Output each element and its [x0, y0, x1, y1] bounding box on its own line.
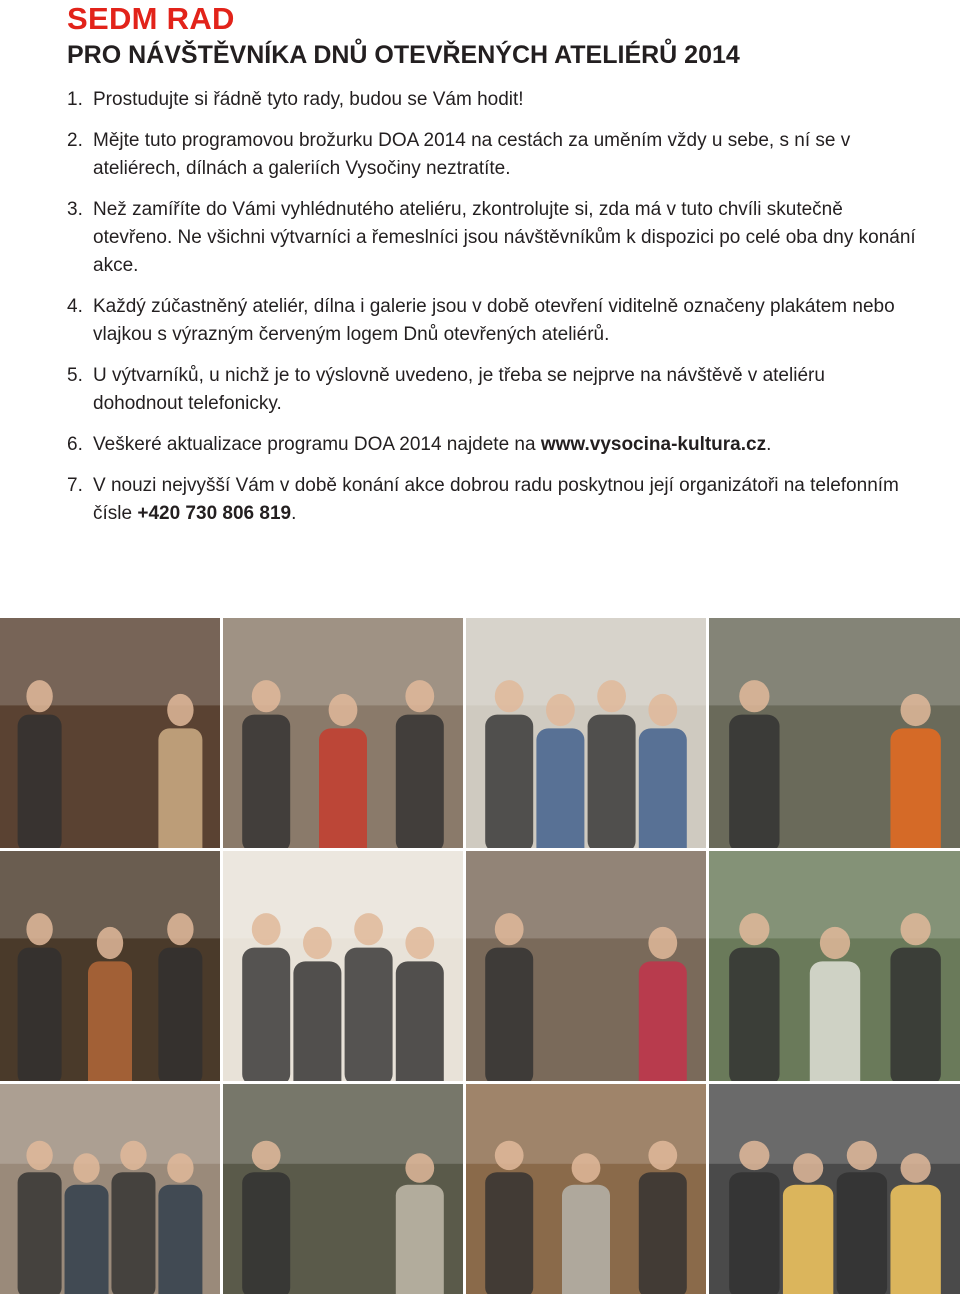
- rules-list: [67, 86, 917, 541]
- phone-number: +420 730 806 819: [137, 503, 292, 524]
- photo-glass-blowing: [709, 618, 960, 848]
- rule-number: 2.: [67, 130, 83, 151]
- rule-number: 5.: [67, 365, 83, 386]
- photo-garden-sculptures: [709, 851, 960, 1081]
- photo-group-visit: [0, 1084, 220, 1294]
- rule-item: [67, 293, 917, 349]
- rule-number: 1.: [67, 89, 83, 110]
- rule-text-end: .: [766, 434, 772, 455]
- rule-text: [93, 472, 917, 528]
- rule-text: [93, 196, 917, 280]
- photo-visitors-gallery: [223, 618, 463, 848]
- rule-item: [67, 127, 917, 183]
- rule-text: [93, 362, 917, 418]
- rule-text-main: Mějte tuto programovou brožurku DOA 2014 na cestách za uměním vždy u sebe, s ní se v ateliérech, dílnách a galeriích Vysočiny neztratíte.: [93, 130, 851, 179]
- rule-text: [93, 127, 917, 183]
- rule-text-end: .: [291, 503, 297, 524]
- rule-number: 4.: [67, 296, 83, 317]
- photo-workshop-tools: [466, 618, 706, 848]
- rule-item: [67, 86, 917, 114]
- photo-exhibition-frames: [223, 851, 463, 1081]
- photo-grinding-wheel: [466, 1084, 706, 1294]
- rule-number: 6.: [67, 434, 83, 455]
- photo-family-at-stall: [0, 618, 220, 848]
- photo-artist-gallery: [223, 1084, 463, 1294]
- rule-text-main: Prostudujte si řádně tyto rady, budou se Vám hodit!: [93, 89, 524, 110]
- rule-item: [67, 431, 917, 459]
- photo-visitors-tea: [466, 851, 706, 1081]
- header: [67, 2, 740, 70]
- website-link[interactable]: www.vysocina-kultura.cz: [540, 434, 767, 455]
- rule-item: [67, 196, 917, 280]
- rule-text-main: Než zamíříte do Vámi vyhlédnutého ateliéru, zkontrolujte si, zda má v tuto chvíli skutečně otevřeno. Ne všichni výtvarníci a řemeslníci jsou návštěvníkům k dispozici po celé oba dny konání akce.: [93, 199, 916, 276]
- rule-text: [93, 293, 917, 349]
- page-title: SEDM RAD: [67, 1, 235, 36]
- photo-window-vases: [0, 851, 220, 1081]
- rule-text: [93, 431, 917, 459]
- rule-item: [67, 472, 917, 528]
- rule-text-main: Každý zúčastněný ateliér, dílna i galerie jsou v době otevření viditelně označeny plakátem nebo vlajkou s výrazným červeným logem Dnů otevřených ateliérů.: [93, 296, 895, 345]
- rule-text: [93, 86, 917, 114]
- page-subtitle: PRO NÁVŠTĚVNÍKA DNŮ OTEVŘENÝCH ATELIÉRŮ 2014: [67, 41, 740, 69]
- photo-blacksmith: [709, 1084, 960, 1294]
- photo-grid: [0, 618, 960, 1295]
- rule-item: [67, 362, 917, 418]
- rule-text-main: V nouzi nejvyšší Vám v době konání akce dobrou radu poskytnou její organizátoři na telefonním čísle: [93, 475, 899, 524]
- rule-text-main: Veškeré aktualizace programu DOA 2014 najdete na: [93, 434, 541, 455]
- rule-text-main: U výtvarníků, u nichž je to výslovně uvedeno, je třeba se nejprve na návštěvě v ateliéru dohodnout telefonicky.: [93, 365, 825, 414]
- rule-number: 7.: [67, 475, 83, 496]
- rule-number: 3.: [67, 199, 83, 220]
